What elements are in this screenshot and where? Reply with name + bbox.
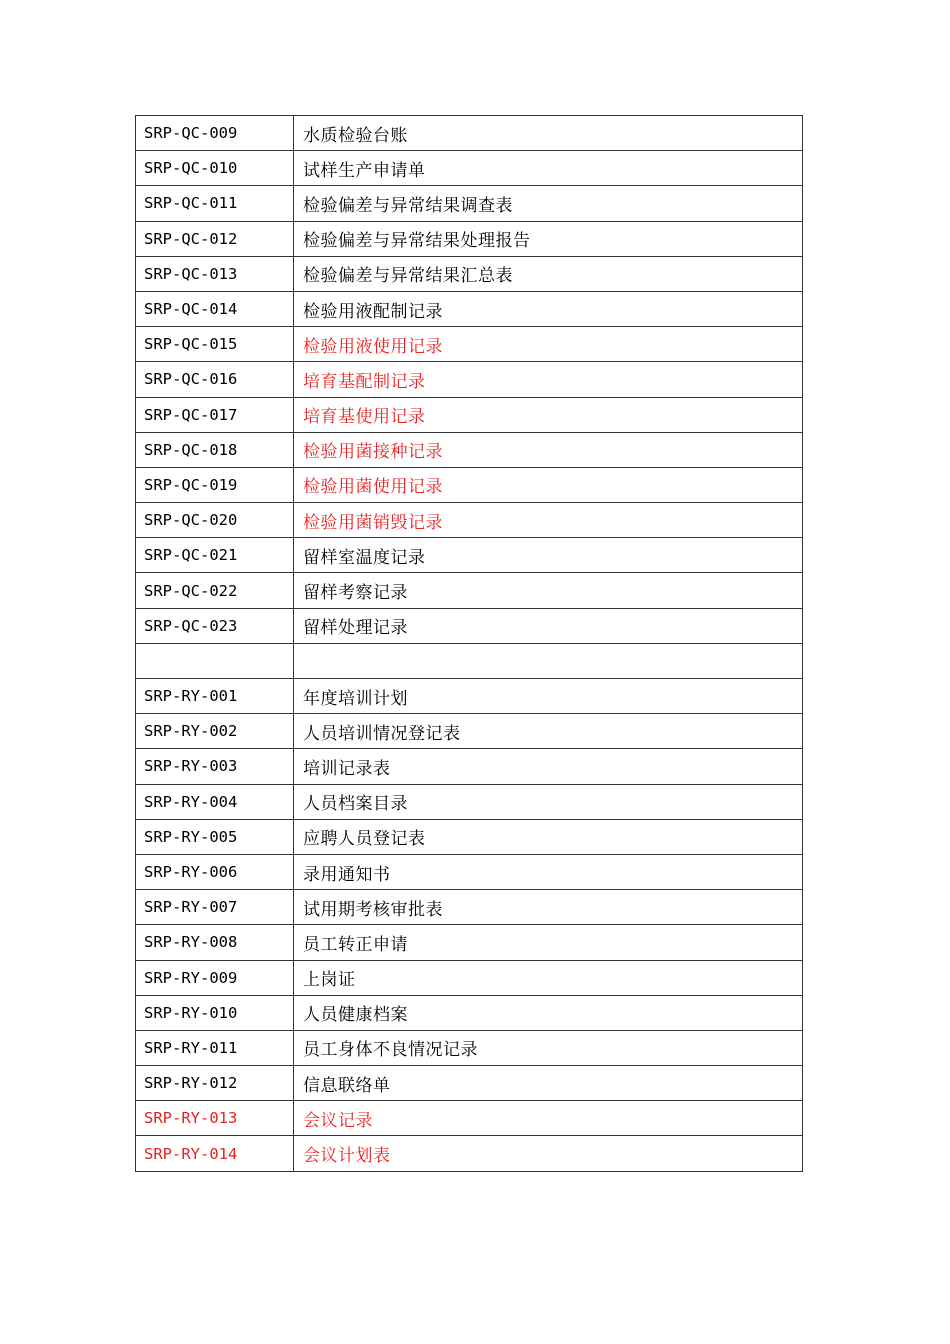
table-row [136,256,803,291]
record-name-cell: 检验用液使用记录 [294,327,803,362]
record-code-cell: SRP-QC-023 [136,608,294,643]
table-row [136,995,803,1030]
table-row [136,397,803,432]
record-code-cell: SRP-QC-015 [136,327,294,362]
record-code-cell: SRP-RY-013 [136,1101,294,1136]
table-row [136,714,803,749]
table-row [136,467,803,502]
table-row [136,221,803,256]
record-code-cell: SRP-RY-002 [136,714,294,749]
record-code-cell: SRP-RY-008 [136,925,294,960]
record-code-cell: SRP-QC-016 [136,362,294,397]
record-name-cell: 人员档案目录 [294,784,803,819]
record-name-cell: 检验偏差与异常结果汇总表 [294,256,803,291]
record-name-cell: 水质检验台账 [294,116,803,151]
table-row [136,960,803,995]
record-code-cell: SRP-RY-010 [136,995,294,1030]
table-row [136,1030,803,1065]
record-code-cell: SRP-RY-012 [136,1066,294,1101]
table-row [136,116,803,151]
table-row [136,503,803,538]
record-code-cell: SRP-RY-011 [136,1030,294,1065]
record-code-cell: SRP-QC-010 [136,151,294,186]
record-name-cell: 试样生产申请单 [294,151,803,186]
table-row [136,538,803,573]
table-row [136,679,803,714]
record-name-cell: 培训记录表 [294,749,803,784]
record-name-cell: 应聘人员登记表 [294,819,803,854]
record-code-cell: SRP-QC-022 [136,573,294,608]
record-name-cell: 人员健康档案 [294,995,803,1030]
table-row [136,925,803,960]
record-code-cell: SRP-RY-009 [136,960,294,995]
table-row [136,784,803,819]
record-code-cell: SRP-QC-011 [136,186,294,221]
record-code-cell: SRP-QC-013 [136,256,294,291]
record-name-cell: 检验偏差与异常结果处理报告 [294,221,803,256]
record-name-cell: 人员培训情况登记表 [294,714,803,749]
record-name-cell: 年度培训计划 [294,679,803,714]
record-name-cell: 检验用菌使用记录 [294,467,803,502]
record-code-cell: SRP-QC-020 [136,503,294,538]
table-row [136,643,803,678]
record-name-cell: 留样处理记录 [294,608,803,643]
record-code-cell: SRP-QC-014 [136,291,294,326]
table-row [136,749,803,784]
record-name-cell: 留样室温度记录 [294,538,803,573]
record-code-cell: SRP-RY-001 [136,679,294,714]
table-row [136,362,803,397]
record-form-table [135,115,803,1172]
record-name-cell: 会议记录 [294,1101,803,1136]
table-row [136,1136,803,1171]
table-row [136,327,803,362]
table-row [136,186,803,221]
record-name-cell: 员工转正申请 [294,925,803,960]
record-code-cell: SRP-QC-018 [136,432,294,467]
table-row [136,432,803,467]
record-code-cell: SRP-QC-019 [136,467,294,502]
record-form-table-body [136,116,803,1172]
table-row [136,854,803,889]
record-name-cell: 检验偏差与异常结果调查表 [294,186,803,221]
record-code-cell: SRP-QC-021 [136,538,294,573]
record-name-cell: 检验用菌接种记录 [294,432,803,467]
table-row [136,819,803,854]
table-row [136,1101,803,1136]
record-name-cell: 试用期考核审批表 [294,890,803,925]
record-name-cell: 录用通知书 [294,854,803,889]
record-code-cell: SRP-RY-014 [136,1136,294,1171]
table-row [136,1066,803,1101]
record-name-cell: 信息联络单 [294,1066,803,1101]
record-code-cell [136,643,294,678]
record-name-cell: 检验用菌销毁记录 [294,503,803,538]
record-name-cell: 培育基配制记录 [294,362,803,397]
record-code-cell: SRP-RY-005 [136,819,294,854]
record-name-cell: 会议计划表 [294,1136,803,1171]
record-name-cell: 培育基使用记录 [294,397,803,432]
record-code-cell: SRP-QC-017 [136,397,294,432]
record-name-cell: 员工身体不良情况记录 [294,1030,803,1065]
table-row [136,573,803,608]
record-code-cell: SRP-RY-006 [136,854,294,889]
record-name-cell [294,643,803,678]
table-row [136,608,803,643]
record-code-cell: SRP-QC-012 [136,221,294,256]
table-row [136,151,803,186]
table-row [136,890,803,925]
record-name-cell: 留样考察记录 [294,573,803,608]
record-code-cell: SRP-QC-009 [136,116,294,151]
record-name-cell: 检验用液配制记录 [294,291,803,326]
record-code-cell: SRP-RY-007 [136,890,294,925]
record-code-cell: SRP-RY-004 [136,784,294,819]
table-row [136,291,803,326]
record-name-cell: 上岗证 [294,960,803,995]
record-code-cell: SRP-RY-003 [136,749,294,784]
